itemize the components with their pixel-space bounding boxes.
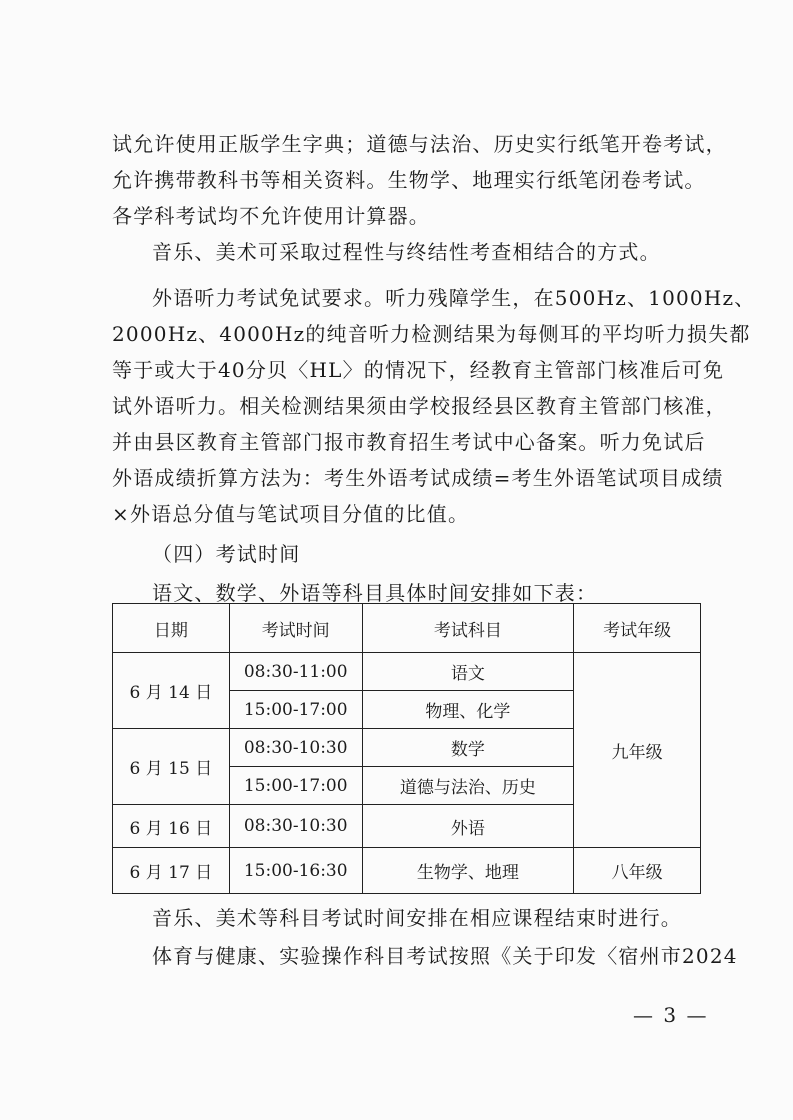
text-line: 试允许使用正版学生字典；道德与法治、历史实行纸笔开卷考试， — [112, 132, 727, 156]
paragraph-exam-rules — [112, 126, 727, 234]
subject-cell: 道德与法治、历史 — [362, 767, 574, 805]
paragraph-music-art-schedule — [112, 900, 712, 936]
text-line: 等于或大于40分贝〈HL〉的情况下，经教育主管部门核准后可免 — [112, 358, 725, 382]
page-number: — 3 — — [633, 1003, 709, 1027]
table-header-row — [113, 604, 701, 653]
exam-schedule-table — [112, 603, 701, 894]
text-line: 试外语听力。相关检测结果须由学校报经县区教育主管部门核准， — [112, 394, 727, 418]
subject-cell: 外语 — [362, 805, 574, 848]
column-header: 日期 — [113, 604, 230, 653]
grade-cell: 九年级 — [574, 653, 701, 848]
time-cell: 08:30-11:00 — [229, 653, 362, 691]
text-line: 音乐、美术可采取过程性与终结性考查相结合的方式。 — [152, 240, 661, 264]
grade-cell: 八年级 — [574, 848, 701, 894]
time-cell: 15:00-17:00 — [229, 691, 362, 729]
text-line: 2000Hz、4000Hz的纯音听力检测结果为每侧耳的平均听力损失都 — [112, 322, 751, 346]
text-line: 体育与健康、实验操作科目考试按照《关于印发〈宿州市2024 — [152, 944, 738, 968]
text-line: 各学科考试均不允许使用计算器。 — [112, 204, 430, 228]
column-header: 考试年级 — [574, 604, 701, 653]
table-row — [113, 848, 701, 894]
date-cell: 6 月 16 日 — [113, 805, 230, 848]
paragraph-listening-exemption — [112, 280, 756, 532]
section-heading: （四）考试时间 — [152, 542, 301, 566]
text-line: 语文、数学、外语等科目具体时间安排如下表： — [152, 581, 598, 605]
date-cell: 6 月 17 日 — [113, 848, 230, 894]
text-line: 外语成绩折算方法为：考生外语考试成绩=考生外语笔试项目成绩 — [112, 466, 724, 490]
table-row — [113, 653, 701, 691]
text-line: 音乐、美术等科目考试时间安排在相应课程结束时进行。 — [152, 906, 682, 930]
time-cell: 15:00-17:00 — [229, 767, 362, 805]
column-header: 考试时间 — [229, 604, 362, 653]
text-line: ×外语总分值与笔试项目分值的比值。 — [112, 502, 470, 526]
time-cell: 08:30-10:30 — [229, 805, 362, 848]
column-header: 考试科目 — [362, 604, 574, 653]
time-cell: 08:30-10:30 — [229, 729, 362, 767]
subject-cell: 数学 — [362, 729, 574, 767]
subject-cell: 语文 — [362, 653, 574, 691]
paragraph-music-art — [112, 234, 712, 270]
subject-cell: 生物学、地理 — [362, 848, 574, 894]
date-cell: 6 月 14 日 — [113, 653, 230, 729]
time-cell: 15:00-16:30 — [229, 848, 362, 894]
text-line: 允许携带教科书等相关资料。生物学、地理实行纸笔闭卷考试。 — [112, 168, 706, 192]
subject-cell: 物理、化学 — [362, 691, 574, 729]
text-line: 外语听力考试免试要求。听力残障学生，在500Hz、1000Hz、 — [152, 286, 756, 310]
paragraph-pe-lab — [112, 938, 738, 974]
date-cell: 6 月 15 日 — [113, 729, 230, 805]
text-line: 并由县区教育主管部门报市教育招生考试中心备案。听力免试后 — [112, 430, 706, 454]
